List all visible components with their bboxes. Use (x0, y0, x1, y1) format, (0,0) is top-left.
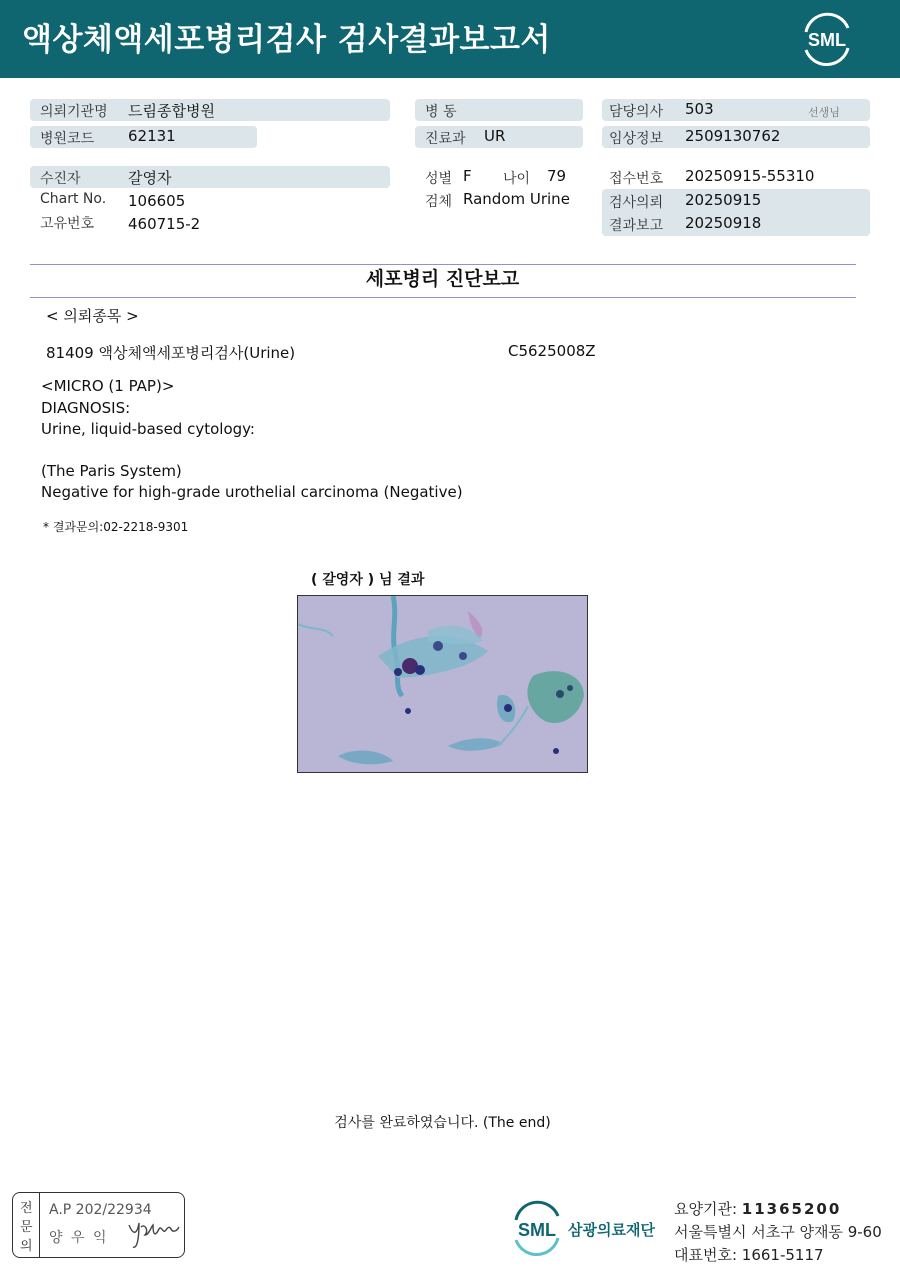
stamp-char: 전 (20, 1201, 33, 1216)
request-date-value: 20250915 (685, 191, 762, 209)
receipt-no-value: 20250915-55310 (685, 167, 815, 185)
doctor-suffix: 선생님 (808, 106, 840, 119)
image-caption: ( 갈영자 ) 님 결과 (311, 572, 425, 588)
receipt-no-label: 접수번호 (609, 171, 664, 187)
examinee-value: 갈영자 (128, 169, 172, 187)
footer-sml-logo-icon (508, 1200, 566, 1256)
unique-id-label: 고유번호 (40, 216, 95, 232)
request-date-label: 검사의뢰 (609, 195, 664, 211)
footer-address: 서울특별시 서초구 양재동 9-60 (674, 1223, 882, 1241)
stamp-char: 의 (20, 1239, 33, 1254)
phone-value: 1661-5117 (741, 1246, 824, 1264)
report-date-value: 20250918 (685, 214, 762, 232)
examinee-row (30, 166, 390, 188)
sex-value: F (463, 167, 472, 185)
ward-label: 병 동 (425, 104, 457, 120)
requesting-org-label: 의뢰기관명 (40, 104, 108, 120)
hospital-code-label: 병원코드 (40, 131, 95, 147)
care-code-line (674, 1198, 841, 1219)
sml-logo-text: SML (808, 30, 846, 50)
stamp-vertical-column (13, 1193, 40, 1257)
care-code-value: 11365200 (741, 1200, 842, 1218)
sex-label: 성별 (425, 171, 453, 187)
age-value: 79 (547, 167, 567, 185)
footer-logo-text: SML (518, 1220, 556, 1240)
dept-label: 진료과 (425, 131, 466, 147)
result-line: Negative for high-grade urothelial carcinoma (Negative) (41, 483, 463, 501)
end-text: 검사를 완료하였습니다. (The end) (334, 1115, 551, 1131)
doctor-value: 503 (685, 100, 714, 118)
report-date-label: 결과보고 (609, 218, 664, 234)
requesting-org-value: 드림종합병원 (128, 102, 215, 120)
dept-value: UR (484, 127, 506, 145)
section-rule-bottom (30, 297, 856, 298)
pathologist-stamp (12, 1192, 185, 1258)
section-title: 세포병리 진단보고 (365, 268, 520, 290)
care-code-label: 요양기관: (674, 1200, 738, 1218)
specimen-line: Urine, liquid-based cytology: (41, 420, 255, 438)
cytology-micrograph (297, 595, 588, 773)
micro-line: <MICRO (1 PAP)> (41, 377, 175, 395)
stamp-name: 양 우 익 (49, 1230, 109, 1246)
chart-no-value: 106605 (128, 192, 186, 210)
specimen-label: 검체 (425, 194, 453, 210)
test-line: 81409 액상체액세포병리검사(Urine) (46, 344, 296, 362)
unique-id-value: 460715-2 (128, 215, 201, 233)
signature-icon (125, 1211, 183, 1251)
phone-line (674, 1244, 824, 1265)
doctor-label: 담당의사 (609, 104, 664, 120)
hospital-code-value: 62131 (128, 127, 176, 145)
stamp-char: 문 (20, 1220, 33, 1235)
system-line: (The Paris System) (41, 462, 182, 480)
test-code: C5625008Z (508, 342, 596, 360)
chart-no-label: Chart No. (40, 191, 107, 207)
inquiry-note: * 결과문의:02-2218-9301 (43, 520, 189, 534)
footer-org-name: 삼광의료재단 (568, 1221, 655, 1239)
examinee-label: 수진자 (40, 171, 81, 187)
sml-logo-icon (798, 12, 856, 66)
report-header (0, 0, 900, 78)
age-label: 나이 (503, 171, 531, 187)
clinical-info-value: 2509130762 (685, 127, 781, 145)
request-items-label: < 의뢰종목 > (46, 307, 139, 325)
specimen-value: Random Urine (463, 190, 570, 208)
stamp-license: A.P 202/22934 (49, 1202, 152, 1218)
diagnosis-label: DIAGNOSIS: (41, 399, 131, 417)
clinical-info-label: 임상정보 (609, 131, 664, 147)
phone-label: 대표번호: (674, 1246, 738, 1264)
report-title: 액상체액세포병리검사 검사결과보고서 (22, 22, 551, 58)
